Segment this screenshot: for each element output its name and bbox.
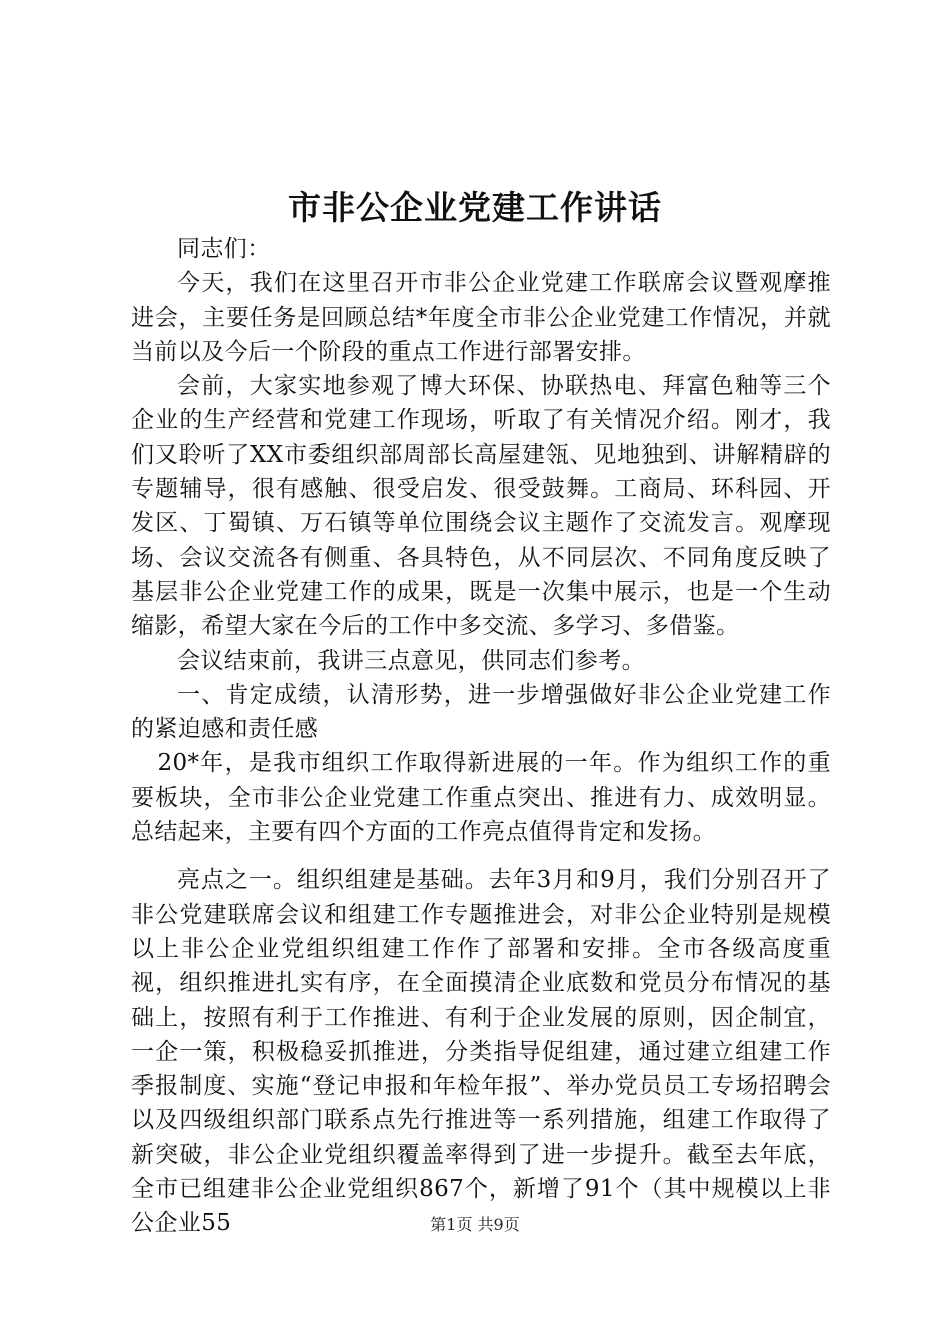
document-body (131, 232, 831, 1241)
paragraph-opening: 今天，我们在这里召开市非公企业党建工作联席会议暨观摩推进会，主要任务是回顾总结*年度全市非公企业党建工作情况，并就当前以及今后一个阶段的重点工作进行部署安排。 (131, 270, 831, 365)
salutation: 同志们： (177, 236, 271, 262)
paragraph-three-points: 会议结束前，我讲三点意见，供同志们参考。 (177, 647, 645, 674)
paragraph-year-summary: 20*年，是我市组织工作取得新进展的一年。作为组织工作的重要板块，全市非公企业党建工作重点突出、推进有力、成效明显。总结起来，主要有四个方面的工作亮点值得肯定和发扬。 (131, 750, 831, 846)
page-number: 第1页 共9页 (430, 1215, 520, 1234)
paragraph-pre-meeting: 会前，大家实地参观了博大环保、协联热电、拜富色釉等三个企业的生产经营和党建工作现场，听取了有关情况介绍。刚才，我们又聆听了XX市委组织部周部长高屋建瓴、见地独到、讲解精辟的专题辅导，很有感触、很受启发、很受鼓舞。工商局、环科园、开发区、丁蜀镇、万石镇等单位围绕会议主题作了交流发言。观摩现场、会议交流各有侧重、各具特色，从不同层次、不同角度反映了基层非公企业党建工作的成果，既是一次集中展示，也是一个生动缩影，希望大家在今后的工作中多交流、多学习、多借鉴。 (131, 373, 831, 640)
paragraph-highlight-one: 亮点之一。组织组建是基础。去年3月和9月，我们分别召开了非公党建联席会议和组建工作专题推进会，对非公企业特别是规模以上非公企业党组织组建工作作了部署和安排。全市各级高度重视，组织推进扎实有序，在全面摸清企业底数和党员分布情况的基础上，按照有利于工作推进、有利于企业发展的原则，因企制宜，一企一策，积极稳妥抓推进，分类指导促组建，通过建立组建工作季报制度、实施“登记申报和年检年报”、举办党员员工专场招聘会以及四级组织部门联系点先行推进等一系列措施，组建工作取得了新突破，非公企业党组织覆盖率得到了进一步提升。截至去年底，全市已组建非公企业党组织867个，新增了91个（其中规模以上非公企业55 (131, 867, 831, 1237)
document-title: 市非公企业党建工作讲话 (288, 188, 662, 227)
section-heading-one: 一、肯定成绩，认清形势，进一步增强做好非公企业党建工作的紧迫感和责任感 (131, 681, 831, 743)
